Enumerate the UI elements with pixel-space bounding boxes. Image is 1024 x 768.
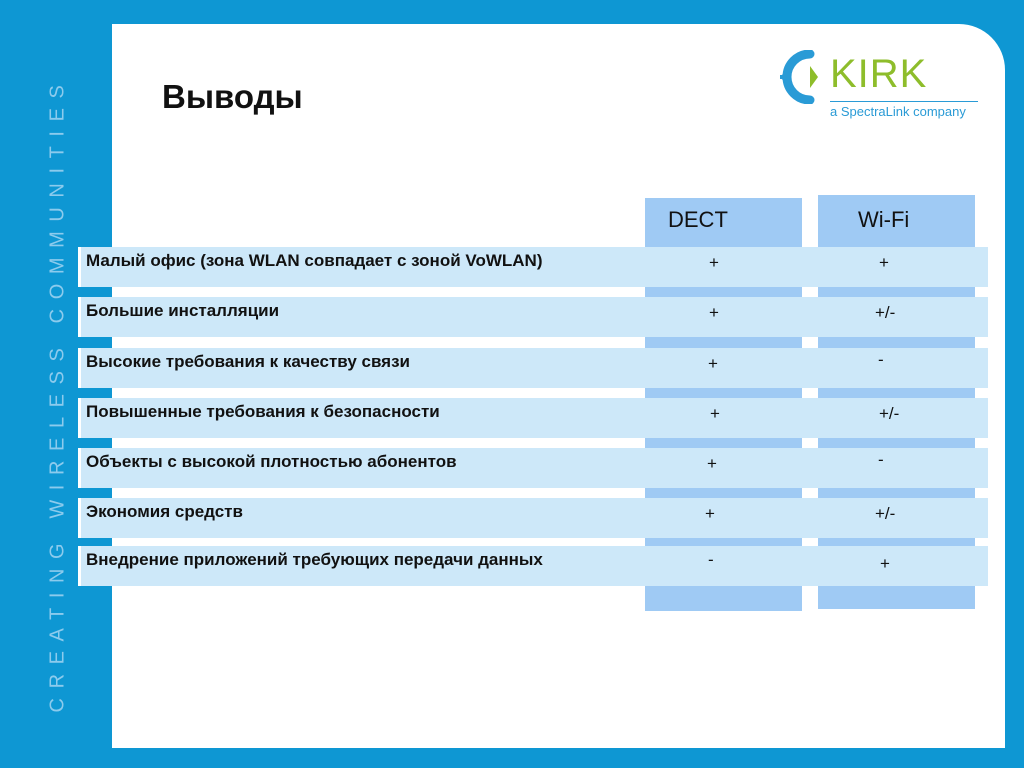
wifi-value: +/-	[875, 504, 896, 523]
row-label: Малый офис (зона WLAN совпадает с зоной VoWLAN)	[86, 251, 543, 270]
logo-wordmark: KIRK	[830, 52, 928, 96]
wifi-column-header: Wi-Fi	[858, 207, 910, 232]
side-tagline: CREATING WIRELESS COMMUNITIES	[46, 75, 69, 713]
table-row	[78, 247, 988, 287]
dect-value: +	[710, 404, 720, 423]
dect-column-header: DECT	[668, 207, 728, 232]
wifi-value: +/-	[875, 303, 896, 322]
kirk-logo-icon	[780, 50, 824, 104]
dect-value: +	[707, 454, 717, 473]
row-label: Объекты с высокой плотностью абонентов	[86, 452, 457, 471]
logo-subtitle: a SpectraLink company	[830, 104, 966, 119]
dect-value: +	[705, 504, 715, 523]
wifi-value: -	[878, 450, 884, 469]
row-label: Высокие требования к качеству связи	[86, 352, 410, 371]
dect-value: -	[708, 550, 714, 569]
logo-divider	[830, 101, 978, 102]
row-label: Экономия средств	[86, 502, 243, 521]
wifi-value: +	[880, 554, 890, 573]
table-row	[78, 546, 988, 586]
table-row	[78, 348, 988, 388]
page-title: Выводы	[162, 78, 303, 115]
row-label: Внедрение приложений требующих передачи данных	[86, 550, 543, 569]
wifi-value: +	[879, 253, 889, 272]
dect-value: +	[709, 303, 719, 322]
row-label: Повышенные требования к безопасности	[86, 402, 440, 421]
table-row	[78, 498, 988, 538]
wifi-value: -	[878, 350, 884, 369]
table-row	[78, 398, 988, 438]
dect-value: +	[709, 253, 719, 272]
row-label: Большие инсталляции	[86, 301, 280, 320]
wifi-value: +/-	[879, 404, 900, 423]
table-row	[78, 448, 988, 488]
dect-value: +	[708, 354, 718, 373]
table-row	[78, 297, 988, 337]
